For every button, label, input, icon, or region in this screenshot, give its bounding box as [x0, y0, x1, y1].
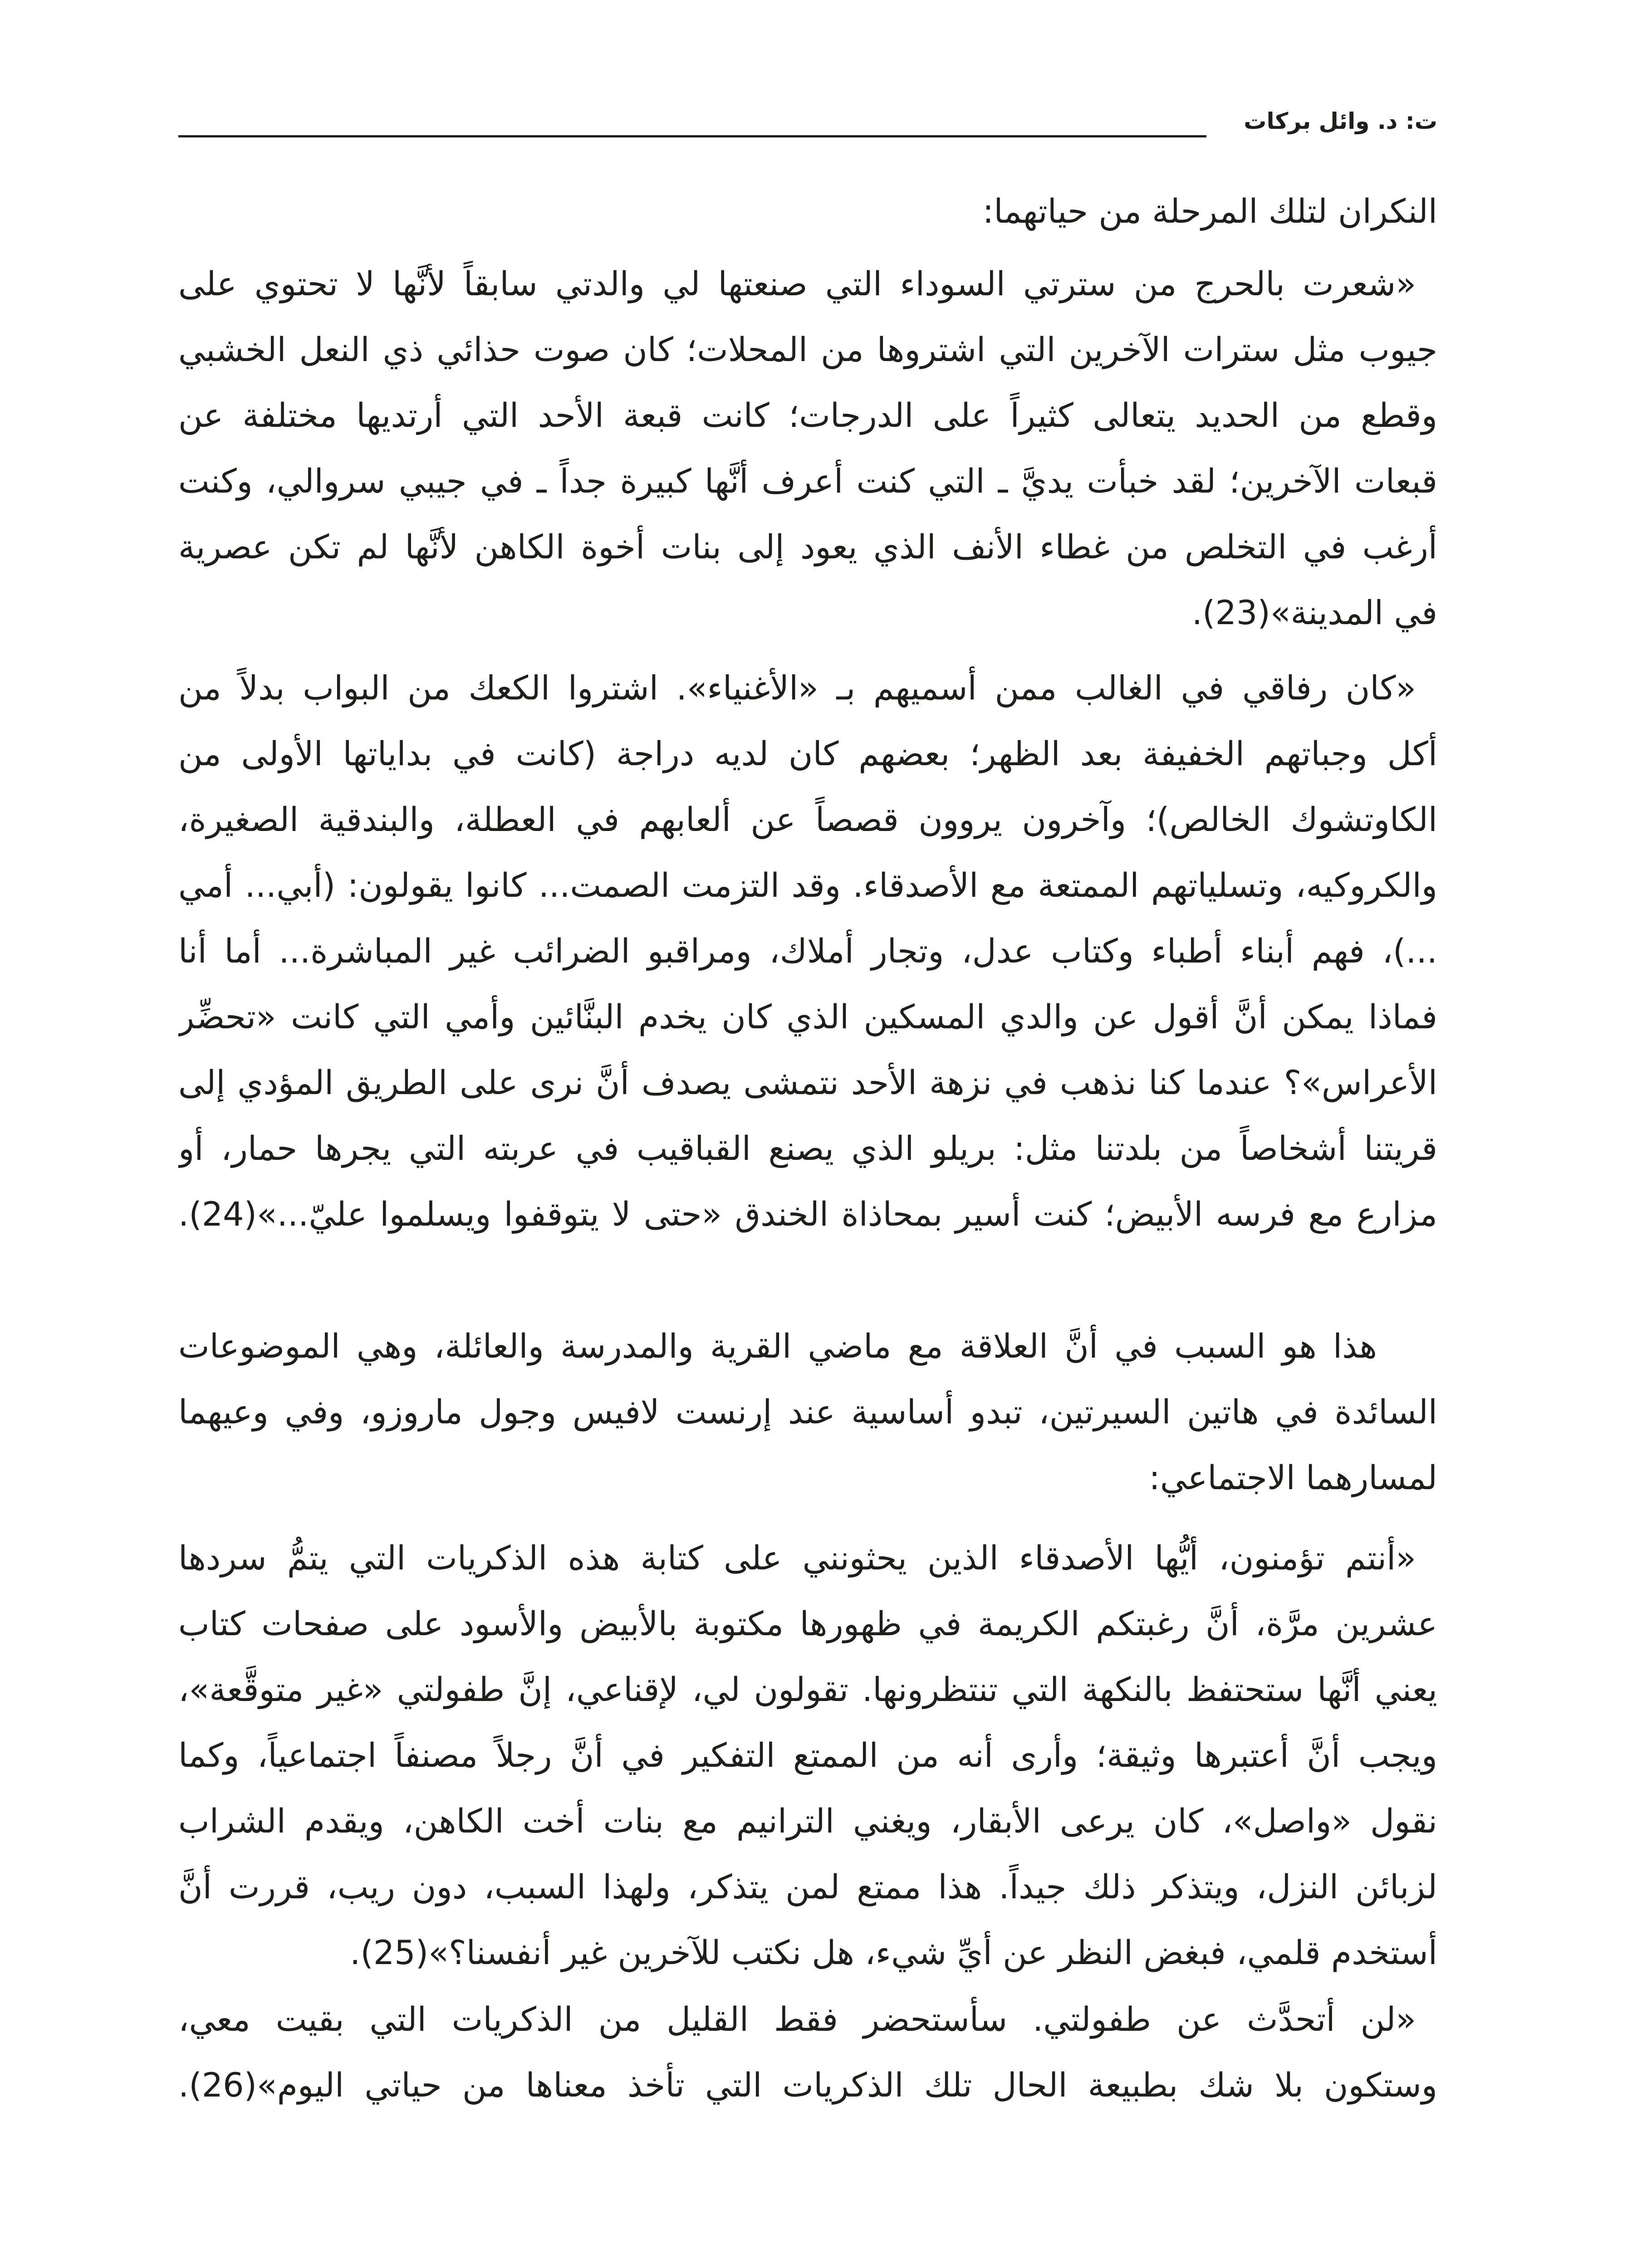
text-line: جيوب مثل سترات الآخرين التي اشتروها من المحلات؛ كان صوت حذائي ذي النعل الخشبي — [178, 331, 1437, 369]
text-line: فماذا يمكن أنَّ أقول عن والدي المسكين الذي كان يخدم البنَّائين وأمي التي كانت «تحضِّر — [178, 998, 1437, 1036]
text-line: الأعراس»؟ عندما كنا نذهب في نزهة الأحد نتمشى يصدف أنَّ نرى على الطريق المؤدي إلى — [178, 1064, 1437, 1102]
text-line: يعني أنَّها ستحتفظ بالنكهة التي تنتظرونها. تقولون لي، لإقناعي، إنَّ طفولتي «غير متوقَّعة»، — [178, 1671, 1437, 1709]
text-line: لزبائن النزل، ويتذكر ذلك جيداً. هذا ممتع لمن يتذكر، ولهذا السبب، دون ريب، قررت أنَّ — [178, 1868, 1437, 1906]
quote-paragraph — [178, 655, 1437, 1247]
text-line: مزارع مع فرسه الأبيض؛ كنت أسير بمحاذاة الخندق «حتى لا يتوقفوا ويسلموا عليّ...»(24). — [178, 1195, 1437, 1234]
text-line: قبعات الآخرين؛ لقد خبأت يديَّ ـ التي كنت أعرف أنَّها كبيرة جداً ـ في جيبي سروالي، وكنت — [178, 462, 1437, 501]
text-line: والكروكيه، وتسلياتهم الممتعة مع الأصدقاء. وقد التزمت الصمت... كانوا يقولون: (أبي... أمي — [178, 866, 1437, 905]
text-line: أستخدم قلمي، فبغض النظر عن أيِّ شيء، هل نكتب للآخرين غير أنفسنا؟»(25). — [350, 1934, 1437, 1972]
paragraph-continuation — [178, 179, 1437, 244]
text-line: أرغب في التخلص من غطاء الأنف الذي يعود إلى بنات أخوة الكاهن لأنَّها لم تكن عصرية — [178, 528, 1437, 567]
translator-credit: ت: د. وائل بركات — [1244, 108, 1437, 134]
text-line: «أنتم تؤمنون، أيُّها الأصدقاء الذين يحثونني على كتابة هذه الذكريات التي يتمُّ سردها — [178, 1539, 1416, 1578]
text-line: وقطع من الحديد يتعالى كثيراً على الدرجات؛ كانت قبعة الأحد التي أرتديها مختلفة عن — [178, 396, 1437, 435]
text-line: ويجب أنَّ أعتبرها وثيقة؛ وأرى أنه من الممتع التفكير في أنَّ رجلاً مصنفاً اجتماعياً، وكما — [178, 1736, 1437, 1775]
text-line: «شعرت بالحرج من سترتي السوداء التي صنعتها لي والدتي سابقاً لأنَّها لا تحتوي على — [178, 265, 1416, 303]
text-line: الكاوتشوك الخالص)؛ وآخرون يروون قصصاً عن ألعابهم في العطلة، والبندقية الصغيرة، — [178, 801, 1437, 839]
text-line: أكل وجباتهم الخفيفة بعد الظهر؛ بعضهم كان لديه دراجة (كانت في بداياتها الأولى من — [178, 735, 1437, 773]
text-line: لمسارهما الاجتماعي: — [1149, 1459, 1437, 1497]
quote-paragraph — [178, 1987, 1437, 2118]
text-line: النكران لتلك المرحلة من حياتهما: — [982, 192, 1437, 231]
text-line: في المدينة»(23). — [1191, 594, 1437, 632]
text-line: السائدة في هاتين السيرتين، تبدو أساسية عند إرنست لافيس وجول ماروزو، وفي وعيهما — [178, 1393, 1437, 1432]
text-line: «لن أتحدَّث عن طفولتي. سأستحضر فقط القليل من الذكريات التي بقيت معي، — [178, 2000, 1416, 2039]
text-line: قريتنا أشخاصاً من بلدتنا مثل: بريلو الذي يصنع القباقيب في عربته التي يجرها حمار، أو — [178, 1129, 1437, 1168]
text-line: نقول «واصل»، كان يرعى الأبقار، ويغني الترانيم مع بنات أخت الكاهن، ويقدم الشراب — [178, 1802, 1437, 1841]
quote-paragraph — [178, 251, 1437, 646]
running-header — [178, 101, 1437, 142]
quote-paragraph — [178, 1525, 1437, 1986]
text-line: ...)، فهم أبناء أطباء وكتاب عدل، وتجار أملاك، ومراقبو الضرائب غير المباشرة... أما أنا — [178, 932, 1437, 971]
text-line: وستكون بلا شك بطبيعة الحال تلك الذكريات التي تأخذ معناها من حياتي اليوم»(26). — [178, 2066, 1437, 2105]
text-line: «كان رفاقي في الغالب ممن أسميهم بـ «الأغنياء». اشتروا الكعك من البواب بدلاً من — [178, 669, 1416, 708]
body-paragraph — [178, 1314, 1437, 1511]
text-line: هذا هو السبب في أنَّ العلاقة مع ماضي القرية والمدرسة والعائلة، وهي الموضوعات — [178, 1327, 1377, 1366]
header-rule — [178, 135, 1206, 137]
text-line: عشرين مرَّة، أنَّ رغبتكم الكريمة في ظهورها مكتوبة بالأبيض والأسود على صفحات كتاب — [178, 1605, 1437, 1643]
